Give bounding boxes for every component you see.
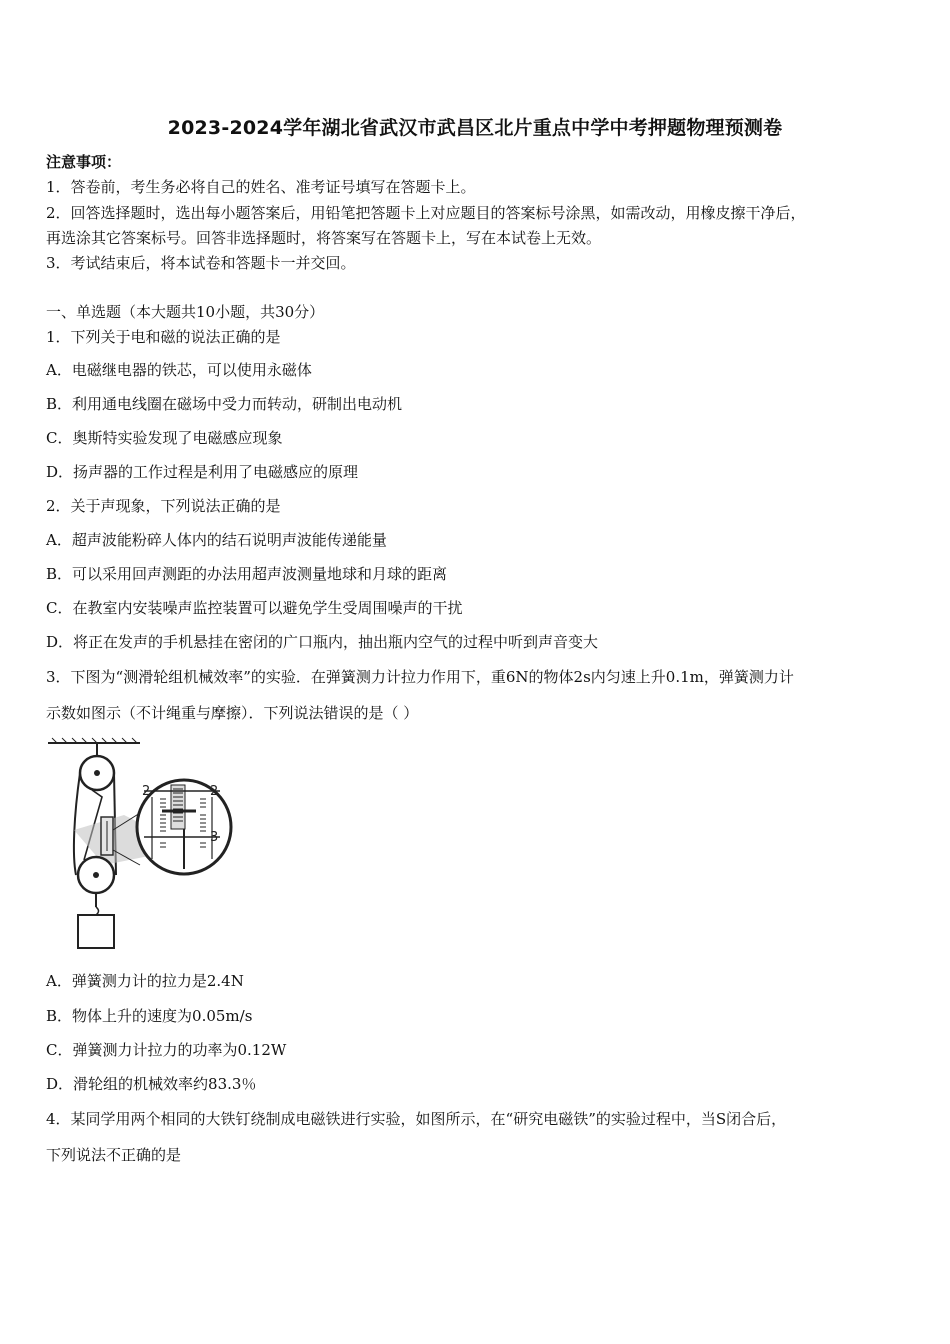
scale-label-right-3: 3 [210, 830, 219, 845]
pulley-diagram [44, 735, 234, 955]
ceiling [48, 738, 140, 743]
section-heading: 一、单选题（本大题共10小题，共30分） [46, 303, 325, 321]
question-1-option-b: B．利用通电线圈在磁场中受力而转动，研制出电动机 [46, 395, 403, 413]
notice-heading: 注意事项： [46, 153, 122, 171]
question-2-option-c: C．在教室内安装噪声监控装置可以避免学生受周围噪声的干扰 [46, 599, 463, 617]
question-4-stem-cont: 下列说法不正确的是 [46, 1146, 182, 1164]
question-3-option-b: B．物体上升的速度为0.05m/s [46, 1007, 253, 1025]
scale-label-left-2: 2 [142, 784, 151, 799]
fixed-pulley [80, 743, 114, 790]
question-2-option-d: D．将正在发声的手机悬挂在密闭的广口瓶内，抽出瓶内空气的过程中听到声音变大 [46, 633, 599, 651]
question-3-option-a: A．弹簧测力计的拉力是2.4N [46, 972, 244, 990]
question-1-option-c: C．奥斯特实验发现了电磁感应现象 [46, 429, 283, 447]
question-3-stem: 3．下图为“测滑轮组机械效率”的实验．在弹簧测力计拉力作用下，重6N的物体2s内匀速上升0.1m，弹簧测力计 [46, 668, 794, 686]
weight-block [78, 915, 114, 948]
question-3-option-d: D．滑轮组的机械效率约83.3％ [46, 1075, 257, 1093]
question-2-option-b: B．可以采用回声测距的办法用超声波测量地球和月球的距离 [46, 565, 448, 583]
moving-pulley [78, 857, 114, 915]
scale-label-right-2: 2 [210, 784, 219, 799]
notice-item: 2．回答选择题时，选出每小题答案后，用铅笔把答题卡上对应题目的答案标号涂黑，如需改动，用橡皮擦干净后， [46, 204, 806, 222]
question-1-stem: 1．下列关于电和磁的说法正确的是 [46, 328, 281, 346]
page-title: 2023-2024学年湖北省武汉市武昌区北片重点中学中考押题物理预测卷 [167, 117, 783, 139]
notice-item: 再选涂其它答案标号。回答非选择题时，将答案写在答题卡上，写在本试卷上无效。 [46, 229, 602, 247]
question-2-stem: 2．关于声现象，下列说法正确的是 [46, 497, 281, 515]
question-1-option-a: A．电磁继电器的铁芯，可以使用永磁体 [46, 361, 312, 379]
question-3-stem-cont: 示数如图示（不计绳重与摩擦）．下列说法错误的是（ ） [46, 704, 419, 722]
question-1-option-d: D．扬声器的工作过程是利用了电磁感应的原理 [46, 463, 359, 481]
question-3-option-c: C．弹簧测力计拉力的功率为0.12W [46, 1041, 287, 1059]
question-4-stem: 4．某同学用两个相同的大铁钉绕制成电磁铁进行实验，如图所示，在“研究电磁铁”的实验过程中，当S闭合后， [46, 1110, 787, 1128]
magnified-scale [137, 780, 231, 874]
notice-item: 1．答卷前，考生务必将自己的姓名、准考证号填写在答题卡上。 [46, 178, 476, 196]
question-2-option-a: A．超声波能粉碎人体内的结石说明声波能传递能量 [46, 531, 387, 549]
notice-item: 3．考试结束后，将本试卷和答题卡一并交回。 [46, 254, 356, 272]
